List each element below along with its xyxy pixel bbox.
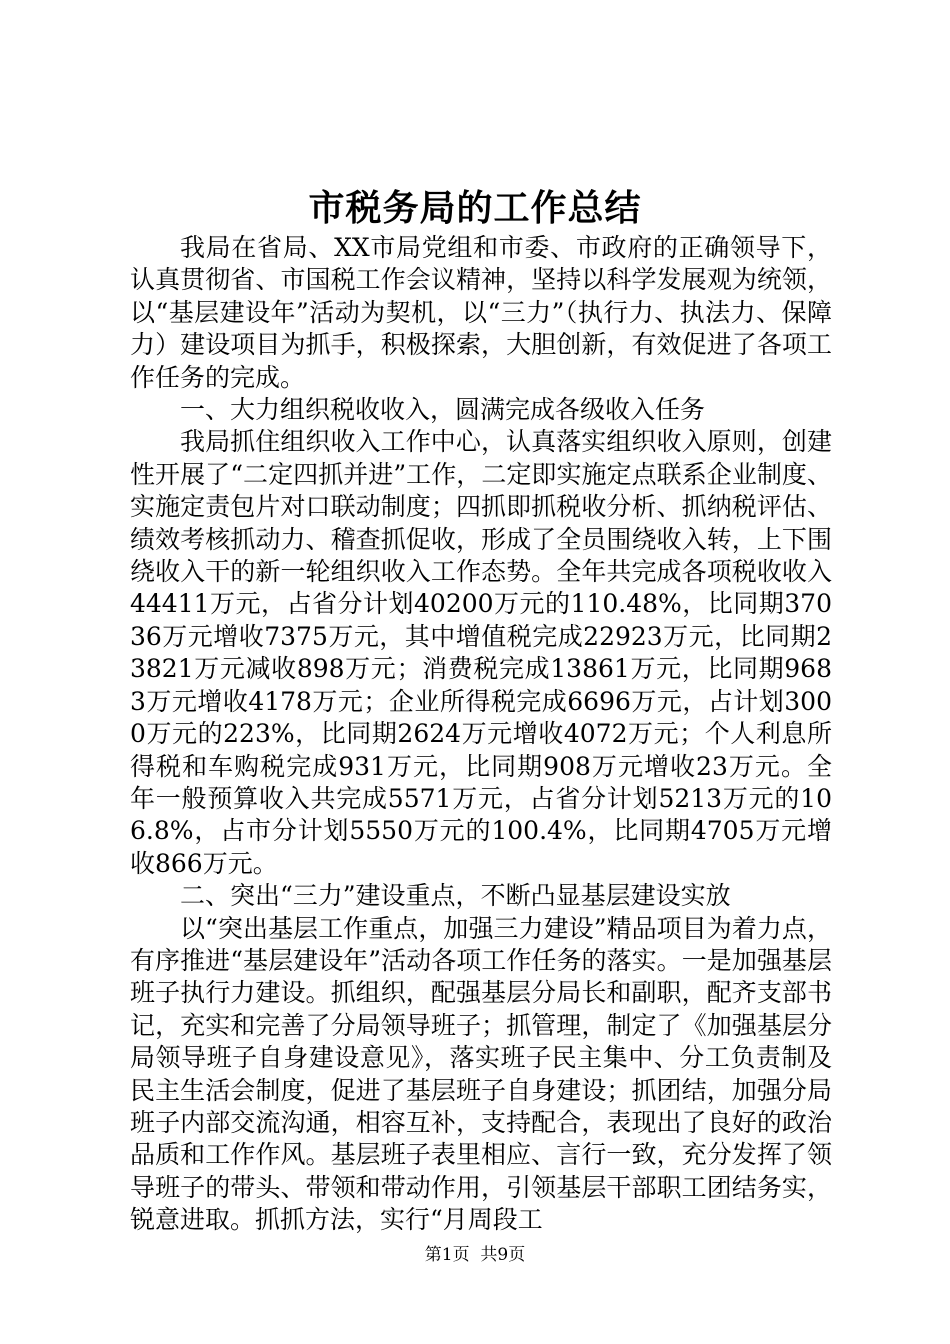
section-heading-1: 一、大力组织税收收入，圆满完成各级收入任务 xyxy=(180,395,706,425)
page-total: 共9页 xyxy=(480,1245,526,1265)
section-heading-2: 二、突出“三力”建设重点，不断凸显基层建设实放 xyxy=(180,881,731,911)
intro-paragraph: 我局在省局、XX市局党组和市委、市政府的正确领导下，认真贯彻省、市国税工作会议精神，坚持以科学发展观为统领，以“基层建设年”活动为契机，以“三力”（执行力、执法力、保障力）建设项目为抓手，积极探索，大胆创新，有效促进了各项工作任务的完成。 xyxy=(130,233,832,392)
section-1-paragraph: 我局抓住组织收入工作中心，认真落实组织收入原则，创建性开展了“二定四抓并进”工作，二定即实施定点联系企业制度、实施定责包片对口联动制度；四抓即抓税收分析、抓纳税评估、绩效考核抓动力、稽查抓促收，形成了全员围绕收入转，上下围绕收入干的新一轮组织收入工作态势。全年共完成各项税收收入44411万元，占省分计划40200万元的110.48%，比同期37036万元增收7375万元，其中增值税完成22923万元，比同期23821万元减收898万元；消费税完成13861万元，比同期9683万元增收4178万元；企业所得税完成6696万元，占计划3000万元的223%，比同期2624万元增收4072万元；个人利息所得税和车购税完成931万元，比同期908万元增收23万元。全年一般预算收入共完成5571万元，占省分计划5213万元的106.8%，占市分计划5550万元的100.4%，比同期4705万元增收866万元。 xyxy=(130,427,832,878)
section-2-paragraph: 以“突出基层工作重点，加强三力建设”精品项目为着力点，有序推进“基层建设年”活动各项工作任务的落实。一是加强基层班子执行力建设。抓组织，配强基层分局长和副职，配齐支部书记，充实和完善了分局领导班子；抓管理，制定了《加强基层分局领导班子自身建设意见》，落实班子民主集中、分工负责制及民主生活会制度，促进了基层班子自身建设；抓团结，加强分局班子内部交流沟通，相容互补，支持配合，表现出了良好的政治品质和工作作风。基层班子表里相应、言行一致，充分发挥了领导班子的带头、带领和带动作用，引领基层干部职工团结务实，锐意进取。抓抓方法，实行“月周段工 xyxy=(130,913,832,1235)
page-footer xyxy=(0,1243,950,1267)
page-number: 第1页 xyxy=(424,1245,470,1265)
document-body xyxy=(130,232,832,1237)
document-title: 市税务局的工作总结 xyxy=(308,187,642,229)
